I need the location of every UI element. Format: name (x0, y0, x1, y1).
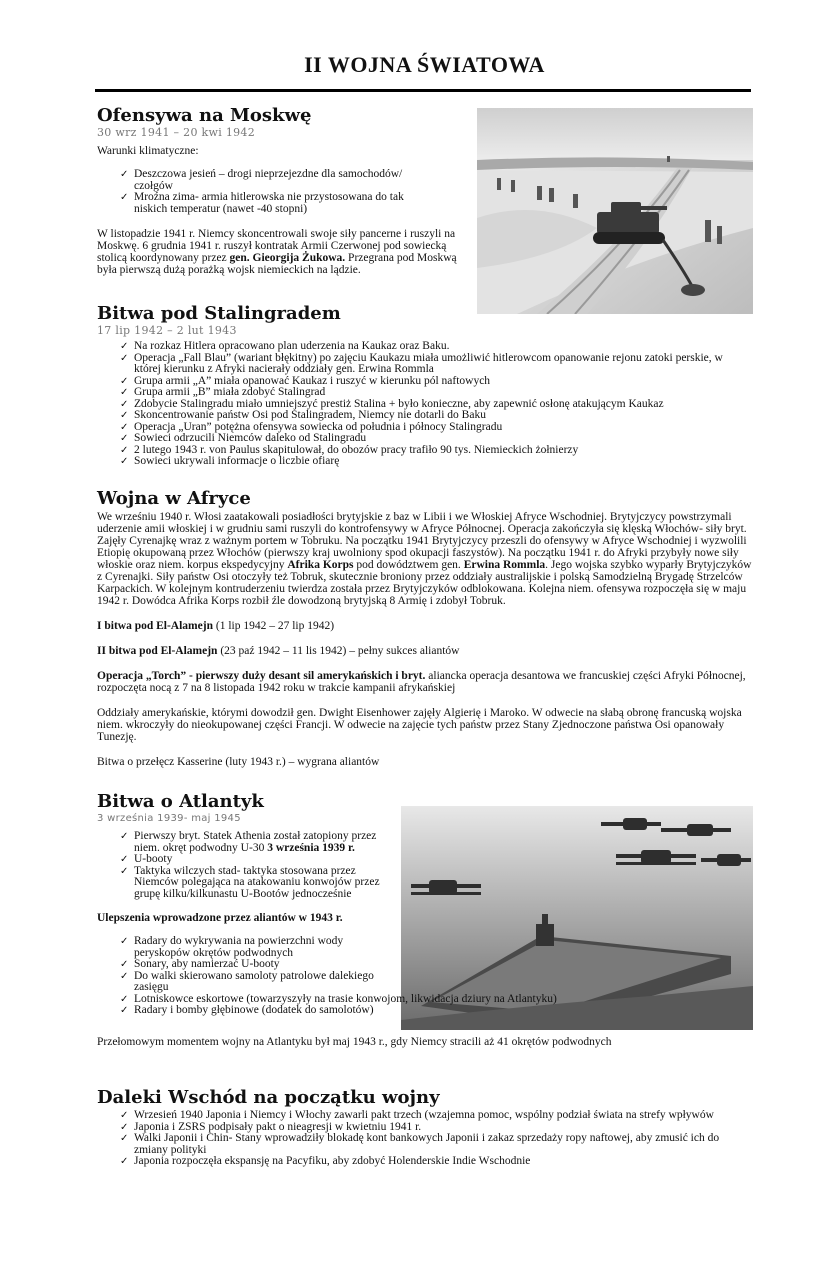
section-moskwa (97, 106, 467, 276)
moskwa-paragraph (97, 228, 459, 276)
list-item: ✓ Grupa armii „A” miała opanować Kaukaz i ruszyć w kierunku pól naftowych (134, 376, 752, 388)
section-heading: Daleki Wschód na początku wojny (97, 1087, 440, 1108)
section-heading: Ofensywa na Moskwę (97, 105, 312, 126)
el-alamejn-1 (97, 620, 752, 632)
improvements-heading (97, 912, 752, 924)
bold-text: II bitwa pod El-Alamejn (97, 645, 218, 657)
list-item: ✓ Operacja „Fall Blau” (wariant błękitny) po zajęciu Kaukazu miała umożliwić hitlerowcom opanowanie rejonu zatoki perskie, w której kierunku z Afryki nacierały oddziały gen. Erwina Rommla (134, 353, 752, 376)
list-item: ✓ Japonia i ZSRS podpisały pakt o nieagresji w kwietniu 1941 r. (134, 1122, 752, 1134)
section-afryka (97, 489, 752, 768)
improvements-list (134, 936, 752, 1017)
section-heading: Bitwa o Atlantyk (97, 791, 264, 812)
text-run: We wrześniu 1940 r. Włosi zaatakowali posiadłości brytyjskie z baz w Libii i we Włoskiej Afryce Wschodniej. Brytyjczycy powstrzymali uderzenie amii włoskiej i w grudniu sami ruszyli do kontrofensywy w Afryce Północnej. Operacja zakończyła się klęską Włochów- siły bryt. Zajęły Cyrenajkę wraz z ważnym portem w Tobruku. Na początku 1941 Brytyjczycy przeszli do ofensywy w Afryce Wschodniej i wyzwolili Etiopię okupowaną przez Włochów (pierwszy kraj uwolniony spod okupacji faszystów). Na początku 1941 r. do Afryki przybyły nowe siły włoskie oraz niem. korpus ekspedycyjny (97, 511, 747, 571)
section-heading: Bitwa pod Stalingradem (97, 303, 341, 324)
list-item: ✓ Lotniskowce eskortowe (towarzyszyły na trasie konwojom, likwidacja dziury na Atlantyku) (134, 994, 734, 1006)
list-item: ✓ Do walki skierowano samoloty patrolowe dalekiego zasięgu (134, 971, 384, 994)
list-item: ✓ Na rozkaz Hitlera opracowano plan uderzenia na Kaukaz oraz Baku. (134, 341, 752, 353)
list-item: ✓ Sonary, aby namierzać U-booty (134, 959, 384, 971)
list-item: ✓ Sowieci odrzucili Niemców daleko od Stalingradu (134, 433, 752, 445)
climate-intro: Warunki klimatyczne: (97, 145, 199, 157)
section-date: 3 września 1939- maj 1945 (97, 813, 241, 824)
list-item: ✓ Japonia rozpoczęła ekspansję na Pacyfiku, aby zdobyć Holenderskie Indie Wschodnie (134, 1156, 752, 1168)
afryka-paragraph (97, 511, 752, 607)
operacja-torch (97, 670, 752, 694)
bold-text: Ulepszenia wprowadzone przez aliantów w 1943 r. (97, 912, 343, 924)
section-date: 30 wrz 1941 – 20 kwi 1942 (97, 126, 256, 139)
bold-text: Afrika Korps (287, 559, 354, 571)
list-item: ✓ Mroźna zima- armia hitlerowska nie przystosowana do tak niskich temperatur (nawet -40 stopni) (134, 192, 434, 215)
list-item: ✓ 2 lutego 1943 r. von Paulus skapitulował, do obozów pracy trafiło 90 tys. Niemieckich żołnierzy (134, 445, 752, 457)
list-item: ✓ Radary do wykrywania na powierzchni wody peryskopów okrętów podwodnych (134, 936, 384, 959)
page-title: II WOJNA ŚWIATOWA (304, 52, 545, 77)
bold-text: gen. Gieorgija Żukowa. (229, 252, 346, 264)
list-item: ✓ Radary i bomby głębinowe (dodatek do samolotów) (134, 1005, 734, 1017)
wschod-list (134, 1110, 752, 1168)
list-item: ✓ Deszczowa jesień – drogi nieprzejezdne dla samochodów/ czołgów (134, 169, 434, 192)
list-item: ✓ U-booty (134, 854, 384, 866)
list-item: ✓ Wrzesień 1940 Japonia i Niemcy i Włochy zawarli pakt trzech (wzajemna pomoc, wspólny podział świata na strefy wpływów (134, 1110, 752, 1122)
text-run: aliancka operacja desantowa we francuskiej części Afryki Północnej, rozpoczęta nocą z 7 na 8 listopada 1942 roku w trakcie kampanii afrykańskiej (97, 670, 746, 694)
section-heading: Wojna w Afryce (97, 488, 251, 509)
stalingrad-list (134, 341, 752, 468)
list-item: ✓ Taktyka wilczych stad- taktyka stosowana przez Niemców polegająca na atakowaniu konwojów przez grupę kilku/kilkunastu U-Bootów jednocześnie (134, 866, 384, 901)
list-item: ✓ Skoncentrowanie państw Osi pod Stalingradem, Niemcy nie dotarli do Baku (134, 410, 752, 422)
atlantyk-list (134, 831, 384, 900)
el-alamejn-2 (97, 645, 752, 657)
climate-list (134, 169, 434, 215)
winter-tank-illustration (477, 108, 753, 314)
section-atlantyk (97, 792, 752, 1048)
us-paragraph: Oddziały amerykańskie, którymi dowodził gen. Dwight Eisenhower zajęły Algierię i Maroko. W odwecie na słabą obronę francuską wojska niem. wkroczyły do nieokupowanej części Francji. W odwecie na zajęcie tych państw przez Stany Zjednoczone państwa Osi opanowały Tunezję. (97, 707, 742, 743)
text-run: (23 paź 1942 – 11 lis 1942) – pełny sukces aliantów (217, 645, 460, 657)
bold-text: I bitwa pod El-Alamejn (97, 620, 213, 632)
atlantyk-summary: Przełomowym momentem wojny na Atlantyku był maj 1943 r., gdy Niemcy stracili aż 41 okrętów podwodnych (97, 1035, 612, 1048)
list-item (134, 831, 384, 854)
list-item: ✓ Grupa armii „B” miała zdobyć Stalingrad (134, 387, 752, 399)
text-run: pod dowództwem gen. (353, 559, 464, 571)
text-run: Pierwszy bryt. Statek Athenia został zatopiony przez niem. okręt podwodny U-30 (134, 830, 377, 854)
section-stalingrad (97, 304, 752, 468)
bold-text: Operacja „Torch” - pierwszy duży desant sil amerykańskich i bryt. (97, 670, 426, 682)
text-run: W listopadzie 1941 r. Niemcy skoncentrowali swoje siły pancerne i ruszyli na Moskwę. 6 grudnia 1941 r. ruszył kontratak Armii Czerwonej pod sowiecką stolicą koordynowany przez (97, 228, 456, 264)
text-run: Przegrana pod Moskwą była pierwszą dużą porażką wojsk niemieckich na lądzie. (97, 252, 457, 276)
text-run: (1 lip 1942 – 27 lip 1942) (212, 620, 335, 632)
kasserine-paragraph: Bitwa o przełęcz Kasserine (luty 1943 r.) – wygrana aliantów (97, 756, 380, 768)
bold-text: 3 września 1939 r. (267, 841, 355, 854)
list-item: ✓ Sowieci ukrywali informacje o liczbie ofiarę (134, 456, 752, 468)
winter-tank-photo (477, 108, 753, 314)
text-run: . Jego wojska szybko wyparły Brytyjczyków z Cyrenajki. Siły państw Osi otoczyły też Tobruk, skutecznie broniony przez oddziały australijskie i polską Samodzielną Brygadę Strzelców Karpackich. W kolejnym kontruderzeniu twierdza została przez Brytyjczyków odblokowana. Kolejna niem. ofensywa rozpoczęła się w maju 1942 r. Dowódca Afrika Korps rozbił źle dowodzoną brytyjską 8 Armię i zdobył Tobruk. (97, 559, 752, 607)
title-rule (95, 89, 751, 92)
section-date: 17 lip 1942 – 2 lut 1943 (97, 324, 237, 337)
list-item: ✓ Operacja „Uran” potężna ofensywa sowiecka od południa i północy Stalingradu (134, 422, 752, 434)
list-item: ✓ Walki Japonii i Chin- Stany wprowadziły blokadę kont bankowych Japonii i zakaz sprzedaży ropy naftowej, aby zmusić ich do zmiany polityki (134, 1133, 752, 1156)
section-wschod (97, 1088, 752, 1168)
bold-text: Erwina Rommla (463, 559, 546, 571)
list-item: ✓ Zdobycie Stalingradu miało umniejszyć prestiż Stalina + było konieczne, aby zapewnić osłonę atakującym Kaukaz (134, 399, 752, 411)
